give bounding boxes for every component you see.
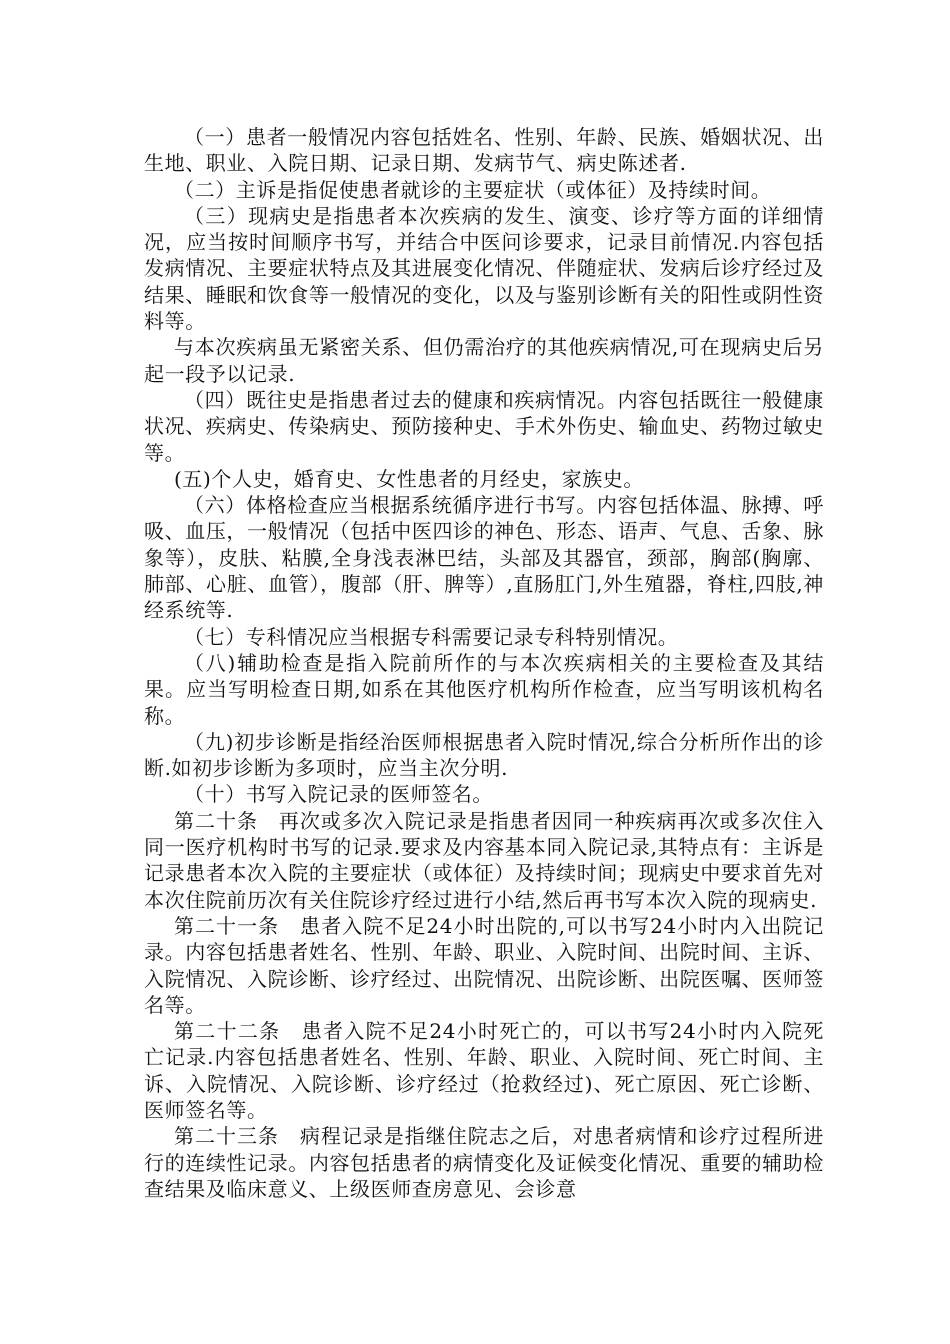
paragraph-present-illness: （三）现病史是指患者本次疾病的发生、演变、诊疗等方面的详细情况，应当按时间顺序书写，并结合中医问诊要求，记录目前情况.内容包括发病情况、主要症状特点及其进展变化情况、伴随症状、发病后诊疗经过及结果、睡眠和饮食等一般情况的变化，以及与鉴别诊断有关的阳性或阴性资料等。 — [144, 203, 824, 334]
paragraph-other-diseases: 与本次疾病虽无紧密关系、但仍需治疗的其他疾病情况,可在现病史后另起一段予以记录. — [144, 335, 824, 386]
paragraph-article-22: 第二十二条 患者入院不足24小时死亡的，可以书写24小时内入院死亡记录.内容包括患者姓名、性别、年龄、职业、入院时间、死亡时间、主诉、入院情况、入院诊断、诊疗经过（抢救经过)、死亡原因、死亡诊断、医师签名等。 — [144, 1019, 824, 1122]
paragraph-auxiliary-exam: （八)辅助检查是指入院前所作的与本次疾病相关的主要检查及其结果。应当写明检查日期,如系在其他医疗机构所作检查，应当写明该机构名称。 — [144, 650, 824, 728]
paragraph-physical-exam: （六）体格检查应当根据系统循序进行书写。内容包括体温、脉搏、呼吸、血压，一般情况（包括中医四诊的神色、形态、语声、气息、舌象、脉象等），皮肤、粘膜,全身浅表淋巴结，头部及其器官，颈部，胸部(胸廓、肺部、心脏、血管），腹部（肝、脾等）,直肠肛门,外生殖器，脊柱,四肢,神经系统等. — [144, 493, 824, 623]
document-body — [144, 124, 824, 1202]
paragraph-past-history: （四）既往史是指患者过去的健康和疾病情况。内容包括既往一般健康状况、疾病史、传染病史、预防接种史、手术外伤史、输血史、药物过敏史等。 — [144, 387, 824, 465]
paragraph-article-23: 第二十三条 病程记录是指继住院志之后，对患者病情和诊疗过程所进行的连续性记录。内容包括患者的病情变化及证候变化情况、重要的辅助检查结果及临床意义、上级医师查房意见、会诊意 — [144, 1124, 824, 1201]
paragraph-initial-diagnosis: （九)初步诊断是指经治医师根据患者入院时情况,综合分析所作出的诊断.如初步诊断为多项时，应当主次分明. — [144, 729, 824, 781]
paragraph-general-info: （一）患者一般情况内容包括姓名、性别、年龄、民族、婚姻状况、出生地、职业、入院日期、记录日期、发病节气、病史陈述者. — [144, 125, 824, 176]
paragraph-physician-signature: （十）书写入院记录的医师签名。 — [184, 782, 493, 807]
paragraph-article-21: 第二十一条 患者入院不足24小时出院的,可以书写24小时内入出院记录。内容包括患者姓名、性别、年龄、职业、入院时间、出院时间、主诉、入院情况、入院诊断、诊疗经过、出院情况、出院诊断、出院医嘱、医师签名等。 — [144, 913, 824, 1017]
paragraph-chief-complaint: （二）主诉是指促使患者就诊的主要症状（或体征）及持续时间。 — [174, 177, 772, 202]
paragraph-article-20: 第二十条 再次或多次入院记录是指患者因同一种疾病再次或多次住入同一医疗机构时书写的记录.要求及内容基本同入院记录,其特点有：主诉是记录患者本次入院的主要症状（或体征）及持续时间；现病史中要求首先对本次住院前历次有关住院诊疗经过进行小结,然后再书写本次入院的现病史. — [144, 808, 824, 912]
paragraph-personal-history: (五)个人史，婚育史、女性患者的月经史，家族史。 — [174, 466, 645, 491]
paragraph-specialty: （七）专科情况应当根据专科需要记录专科特别情况。 — [184, 624, 679, 649]
